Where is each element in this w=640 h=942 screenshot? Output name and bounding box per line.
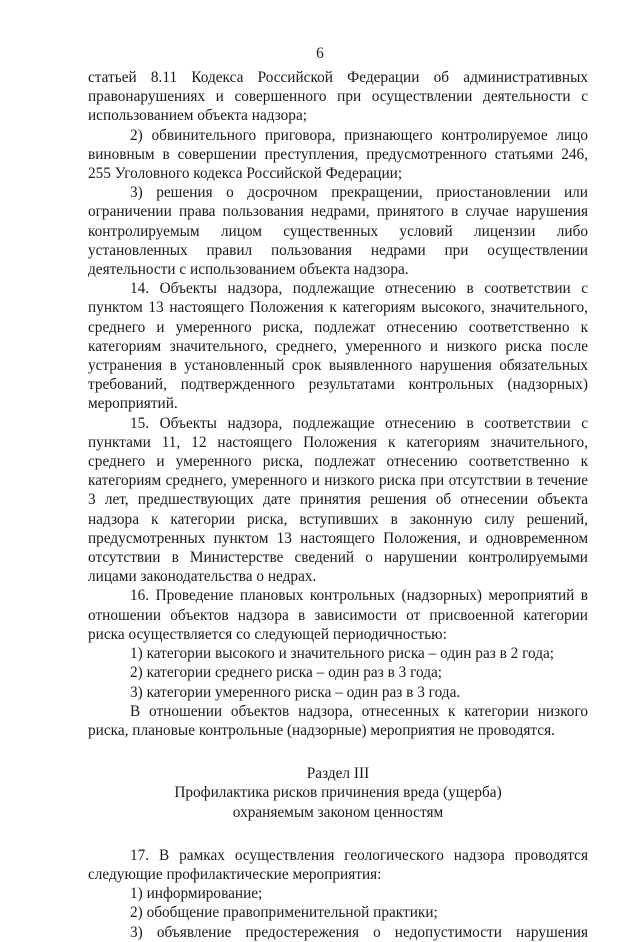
list-item-warning: 3) объявление предостережения о недопустимости нарушения	[130, 923, 588, 941]
page-number: 6	[316, 45, 324, 62]
spacer	[88, 740, 588, 764]
list-item-moderate-risk: 3) категории умеренного риска – один раз в 3 года.	[130, 683, 461, 701]
paragraph-low-risk: В отношении объектов надзора, отнесенных к категории низкого риска, плановые контрольные (надзорные) мероприятия не проводятся.	[88, 702, 588, 739]
paragraph-15: 15. Объекты надзора, подлежащие отнесению в соответствии с пунктами 11, 12 настоящего Положения к категориям значительного, среднего и умеренного риска, подлежат отнесению соответственно к категориям среднего, умеренного и низкого риска при отсутствии в течение 3 лет, предшествующих дате принятия решения об отнесении объекта надзора к категории риска, вступивших в законную силу решений, предусмотренных пунктом 13 настоящего Положения, и одновременном отсутствии в Министерстве сведений о нарушении контролируемыми лицами законодательства о недрах.	[88, 414, 588, 586]
list-item-medium-risk: 2) категории среднего риска – один раз в 3 года;	[130, 664, 443, 682]
paragraph-item-3: 3) решения о досрочном прекращении, приостановлении или ограничении права пользования недрами, принятого в случае нарушения контролируемым лицом существенных условий лицензии либо установленных правил пользования недрами при осуществлении деятельности с использованием объекта надзора.	[88, 184, 588, 279]
paragraph-continuation: статьей 8.11 Кодекса Российской Федерации об административных правонарушениях и совершенного при осуществлении деятельности с использованием объекта надзора;	[88, 69, 588, 125]
section-title-line-1: Профилактика рисков причинения вреда (ущерба)	[174, 784, 502, 802]
paragraph-item-2: 2) обвинительного приговора, признающего контролируемое лицо виновным в совершении преступления, предусмотренного статьями 246, 255 Уголовного кодекса Российской Федерации;	[88, 126, 588, 183]
paragraph-14: 14. Объекты надзора, подлежащие отнесению в соответствии с пунктом 13 настоящего Положения к категориям высокого, значительного, среднего и умеренного риска, подлежат отнесению соответственно к категориям значительного, среднего, умеренного и низкого риска после устранения в установленный срок выявленного нарушения обязательных требований, подтвержденного результатами контрольных (надзорных) мероприятий.	[88, 280, 588, 413]
list-item-informing: 1) информирование;	[130, 885, 263, 903]
spacer	[88, 822, 588, 846]
paragraph-16: 16. Проведение плановых контрольных (надзорных) мероприятий в отношении объектов надзора в зависимости от присвоенной категории риска осуществляется со следующей периодичностью:	[88, 587, 588, 643]
section-label: Раздел III	[306, 765, 370, 783]
section-title-line-2: охраняемым законом ценностям	[232, 803, 444, 821]
list-item-high-risk: 1) категории высокого и значительного риска – один раз в 2 года;	[130, 645, 555, 663]
list-item-generalization: 2) обобщение правоприменительной практики;	[130, 904, 438, 922]
document-body	[88, 68, 588, 942]
paragraph-17: 17. В рамках осуществления геологического надзора проводятся следующие профилактические мероприятия:	[88, 846, 588, 883]
